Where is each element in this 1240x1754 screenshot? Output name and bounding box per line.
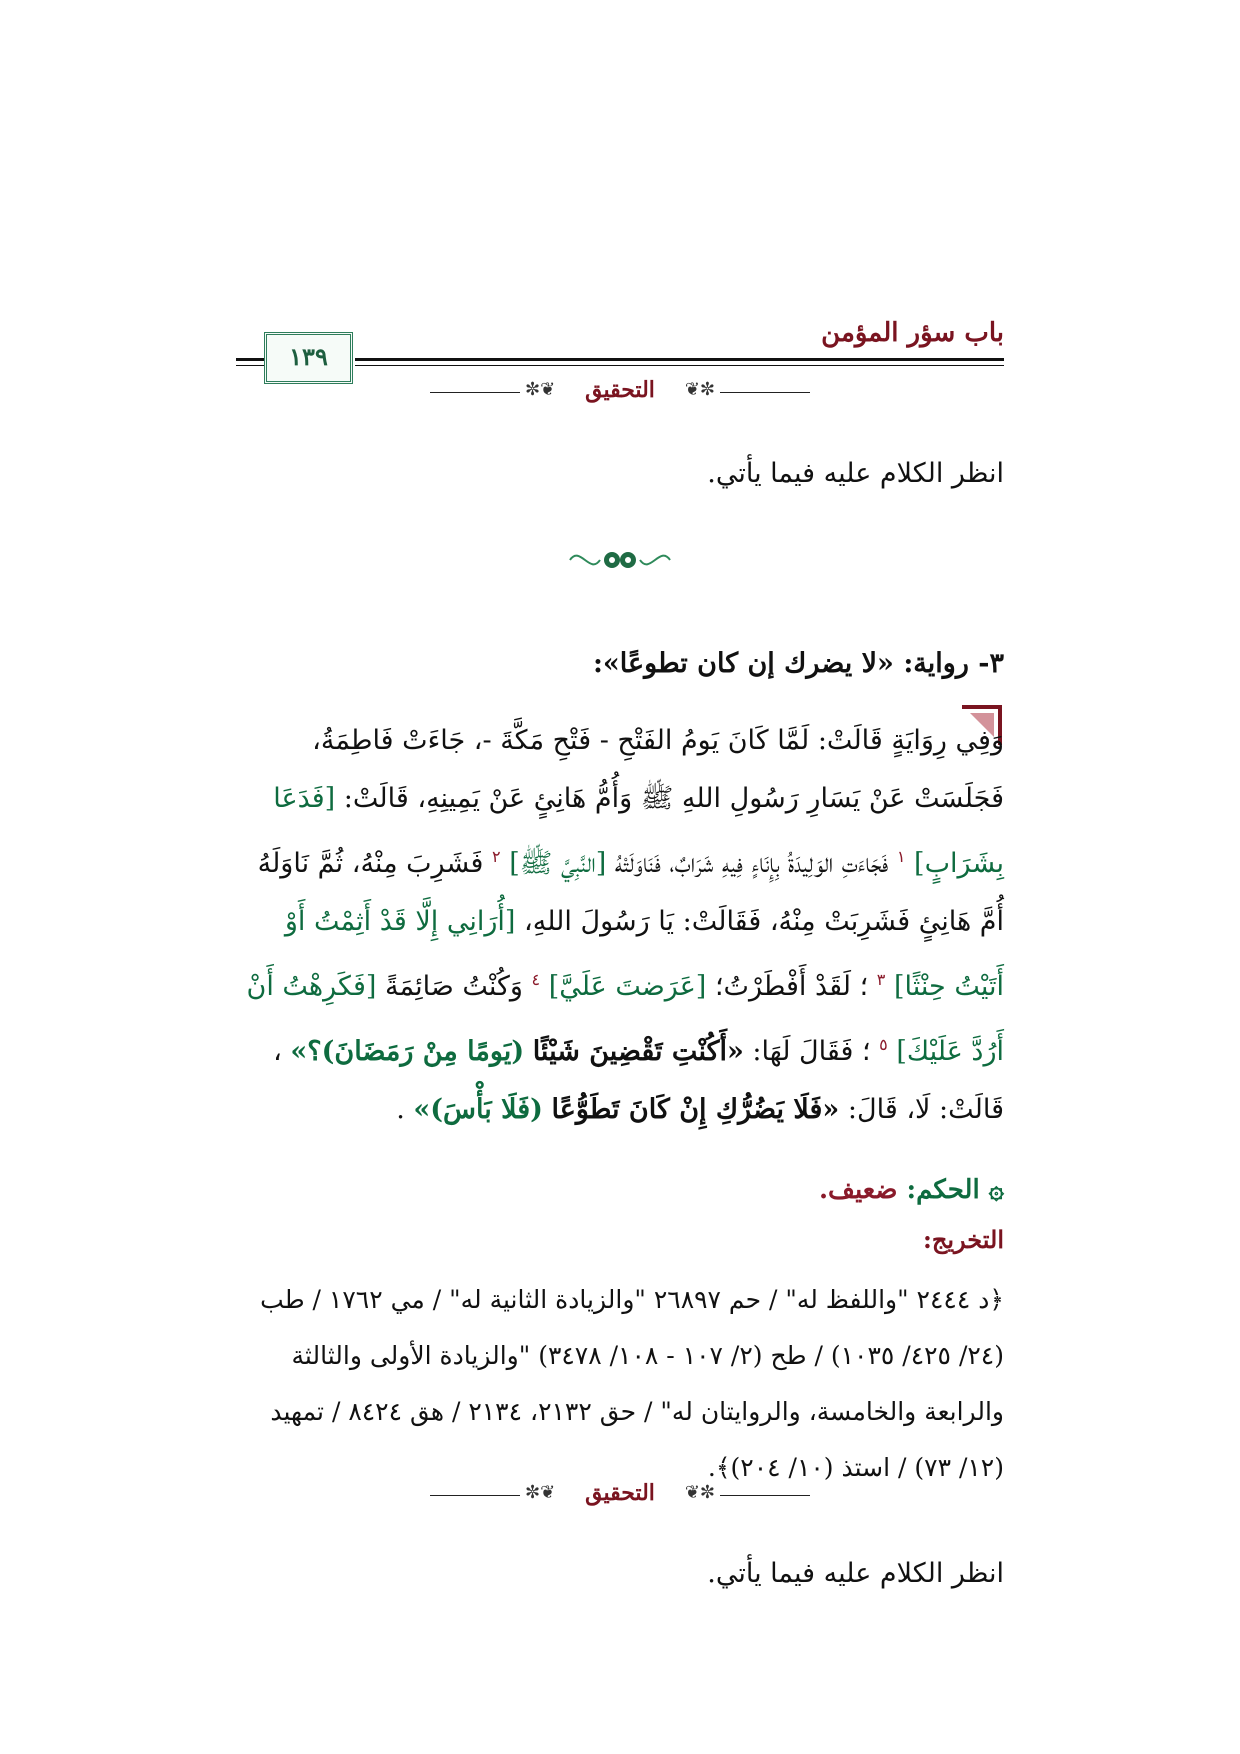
header-rule-left-thin [236,365,264,366]
header-rule [355,358,1004,361]
header-rule-left [236,358,264,361]
hadith-addition: [أُرَانِي إِلَّا قَدْ أَثِمْتُ أَوْ أَتَيْتُ حِنْثًا] [284,906,1004,1002]
ruling-icon: ۞ [988,1175,1004,1205]
hadith-segment: ؛ فَقَالَ لَهَا: [752,1036,871,1067]
hadith-segment: . [396,1094,405,1125]
ruling-label: الحكم: [906,1175,980,1205]
hadith-segment: وَفِي رِوَايَةٍ قَالَتْ: لَمَّا كَانَ يَومُ الفَتْحِ - فَتْحِ مَكَّةَ -، جَاءَتْ فَاطِمَةُ، فَجَلَسَتْ عَنْ يَسَارِ رَسُولِ اللهِ ﷺ وَأُمُّ هَانِئٍ عَنْ يَمِينِهِ، قَالَتْ: [312,725,1004,814]
hadith-segment: وَكُنْتُ صَائِمَةً [385,971,523,1002]
takhrij-text [234,1272,1004,1496]
hadith-addition: (يَومًا مِنْ رَمَضَانَ)؟» [290,1036,525,1067]
hadith-segment: فَجَاءَتِ الوَلِيدَةُ بِإِنَاءٍ فِيهِ شَرَابٌ، فَنَاوَلَتْهُ [614,848,889,879]
divider-ornament-icon: ❦✼ [684,1482,715,1503]
ruling-value: ضعيف. [819,1175,898,1205]
footnote-marker: ٥ [879,1035,888,1054]
hadith-segment: فَشَرِبَ مِنْهُ، ثُمَّ نَاوَلَهُ أُمَّ هَانِئٍ فَشَرِبَتْ مِنْهُ، فَقَالَتْ: يَا رَسُولَ اللهِ، [257,848,1004,937]
hadith-text [234,712,1004,1139]
header-rule-thin [355,365,1004,366]
divider-line-left [430,392,520,393]
footnote-marker: ٢ [492,847,501,866]
section-divider [430,1480,810,1510]
prophet-speech: «فَلَا يَضُرُّكِ إِنْ كَانَ تَطَوُّعًا [551,1094,840,1125]
page-number-badge: ١٣٩ [264,332,353,384]
divider-line-right [720,392,810,393]
section-divider [430,377,810,407]
section-heading: ٣- رواية: «لا يضرك إن كان تطوعًا»: [592,648,1004,679]
ruling-line [819,1175,1004,1205]
divider-label: التحقيق [585,1480,655,1506]
hadith-addition: [فَكَرِهْتُ أَنْ أَرُدَّ عَلَيْكَ] [246,971,1004,1067]
takhrij-body: ﴿د ٢٤٤٤ "واللفظ له" / حم ٢٦٨٩٧ "والزيادة الثانية له" / مي ١٧٦٢ / طب (٢٤/ ٤٢٥/ ١٠٣٥) / طح (٢/ ١٠٧ - ١٠٨/ ٣٤٧٨) "والزيادة الأولى والثالثة والرابعة والخامسة، والروايتان له" / حق ٢١٣٢، ٢١٣٤ / هق ٨٤٢٤ / تمهيد (١٢/ ٧٣) / استذ (١٠/ ٢٠٤)﴾. [260,1285,1004,1482]
footnote-marker: ٤ [531,970,541,989]
hadith-addition: [النَّبِيَّ ﷺ] [509,848,607,879]
flourish-ornament-icon [560,540,680,580]
hadith-segment: ، قَالَتْ: لَا، قَالَ: [273,1036,1004,1125]
divider-ornament-icon: ✼❦ [525,1482,556,1503]
section-text: انظر الكلام عليه فيما يأتي. [707,1558,1004,1589]
hadith-addition: [فَدَعَا بِشَرَابٍ] [273,783,1004,879]
hadith-segment: ؛ لَقَدْ أَفْطَرْتُ؛ [714,971,869,1002]
prophet-speech: «أَكُنْتِ تَقْضِينَ شَيْئًا [532,1036,744,1067]
footnote-marker: ٣ [876,970,886,989]
footnote-marker: ١ [896,847,906,866]
divider-line-right [720,1495,810,1496]
takhrij-label: التخريج: [923,1225,1004,1254]
divider-ornament-icon: ❦✼ [684,379,715,400]
divider-label: التحقيق [585,377,655,403]
hadith-addition: (فَلَا بَأْسَ)» [413,1094,543,1125]
divider-ornament-icon: ✼❦ [525,379,556,400]
section-text: انظر الكلام عليه فيما يأتي. [707,458,1004,489]
hadith-addition: [عَرَضتَ عَلَيَّ] [548,971,707,1002]
chapter-title: باب سؤر المؤمن [821,318,1004,348]
divider-line-left [430,1495,520,1496]
